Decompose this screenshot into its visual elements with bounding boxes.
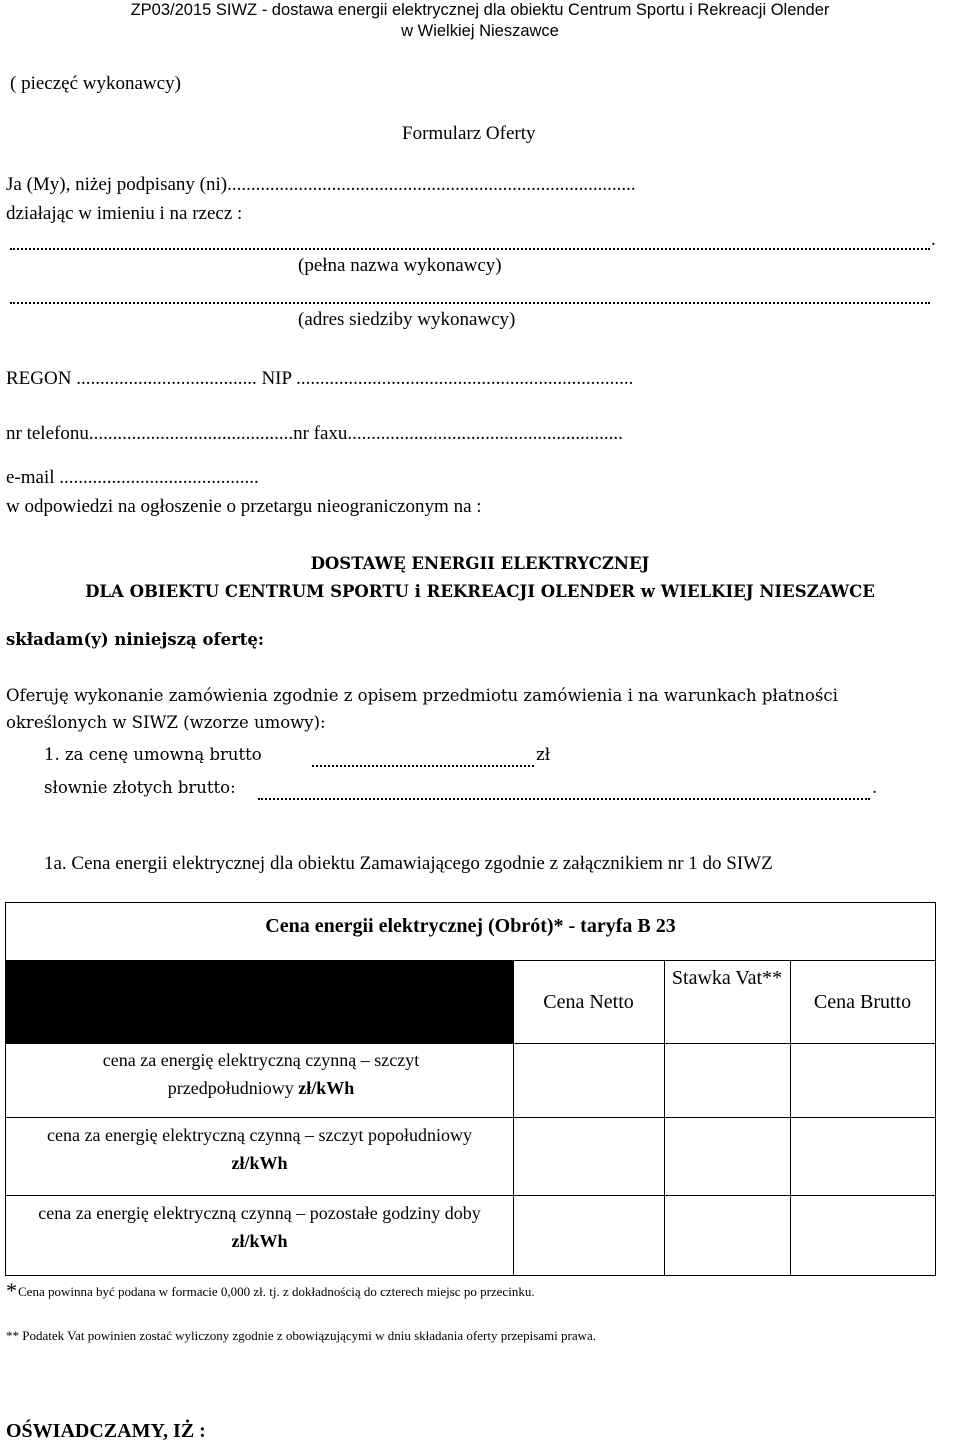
row-unit: zł/kWh xyxy=(231,1153,288,1173)
price-unit: zł xyxy=(536,745,551,764)
vat-rate-input-cells[interactable] xyxy=(665,1044,790,1275)
section-1a-heading: 1a. Cena energii elektrycznej dla obiektu Zamawiającego zgodnie z załącznikiem nr 1 do SIWZ xyxy=(44,853,773,874)
document-header-line1: ZP03/2015 SIWZ - dostawa energii elektrycznej dla obiektu Centrum Sportu i Rekreacji Olender xyxy=(130,1,830,19)
column-header-vat-rate: Stawka Vat** xyxy=(671,967,783,989)
form-title: Formularz Oferty xyxy=(402,123,536,144)
contractor-address-blank[interactable] xyxy=(10,302,930,304)
offer-line1: Oferuję wykonanie zamówienia zgodnie z opisem przedmiotu zamówienia i na warunkach płatności xyxy=(6,686,838,705)
table-title: Cena energii elektrycznej (Obrót)* - taryfa B 23 xyxy=(265,915,676,937)
table-row-morning-peak xyxy=(56,1044,466,1102)
footnote-vat: ** Podatek Vat powinien zostać wyliczony zgodnie z obowiązującymi w dniu składania oferty przepisami prawa. xyxy=(6,1328,597,1343)
energy-price-table xyxy=(5,902,936,1276)
footnote-price-format: Cena powinna być podana w formacie 0,000 zł. tj. z dokładnością do czterech miejsc po przecinku. xyxy=(18,1284,535,1299)
words-line-end: . xyxy=(872,778,878,797)
address-caption: (adres siedziby wykonawcy) xyxy=(298,309,516,330)
response-line: w odpowiedzi na ogłoszenie o przetargu nieograniczonym na : xyxy=(6,496,482,517)
declaration-heading: OŚWIADCZAMY, IŻ : xyxy=(6,1420,206,1442)
signatory-line: Ja (My), niżej podpisany (ni)...................................................................................... xyxy=(6,174,636,195)
contractor-name-blank[interactable] xyxy=(10,248,930,250)
net-price-input-cells[interactable] xyxy=(514,1044,664,1275)
row-label: cena za energię elektryczną czynną – szczyt popołudniowy xyxy=(47,1125,472,1145)
submit-offer-label: składam(y) niniejszą ofertę: xyxy=(6,630,264,649)
subject-line1: DOSTAWĘ ENERGII ELEKTRYCZNEJ xyxy=(310,554,650,573)
row-label: cena za energię elektryczną czynną – pozostałe godziny doby xyxy=(38,1203,481,1223)
row-unit: zł/kWh xyxy=(231,1231,288,1251)
subject-line2: DLA OBIEKTU CENTRUM SPORTU i REKREACJI OLENDER w WIELKIEJ NIESZAWCE xyxy=(85,582,875,601)
table-header-blank-cell xyxy=(6,961,513,1043)
table-row-other-hours xyxy=(18,1197,501,1255)
acting-on-behalf-line: działając w imieniu i na rzecz : xyxy=(6,203,243,224)
phone-fax-line[interactable]: nr telefonu...........................................nr faxu.......................................................... xyxy=(6,423,623,444)
price-in-words-blank[interactable] xyxy=(258,798,870,800)
regon-nip-line[interactable]: REGON ...................................... NIP ....................................................................... xyxy=(6,368,634,389)
contract-price-blank[interactable] xyxy=(312,765,534,767)
contractor-stamp-label: ( pieczęć wykonawcy) xyxy=(10,73,181,94)
name-line-end: . xyxy=(931,229,936,250)
footnote-star: * xyxy=(6,1278,17,1303)
row-unit: zł/kWh xyxy=(298,1078,355,1098)
gross-price-input-cells[interactable] xyxy=(791,1044,935,1275)
column-header-net-price: Cena Netto xyxy=(543,991,634,1013)
email-line[interactable]: e-mail .......................................... xyxy=(6,467,259,488)
table-row-afternoon-peak xyxy=(6,1119,513,1177)
full-name-caption: (pełna nazwa wykonawcy) xyxy=(298,255,502,276)
column-header-gross-price: Cena Brutto xyxy=(813,991,912,1013)
row-label: cena za energię elektryczną czynną – szczyt przedpołudniowy xyxy=(102,1050,420,1098)
price-in-words-label: słownie złotych brutto: xyxy=(44,778,236,797)
offer-line2: określonych w SIWZ (wzorze umowy): xyxy=(6,713,326,732)
contract-price-label: 1. za cenę umowną brutto xyxy=(44,745,262,764)
document-header-line2: w Wielkiej Nieszawce xyxy=(401,22,559,40)
